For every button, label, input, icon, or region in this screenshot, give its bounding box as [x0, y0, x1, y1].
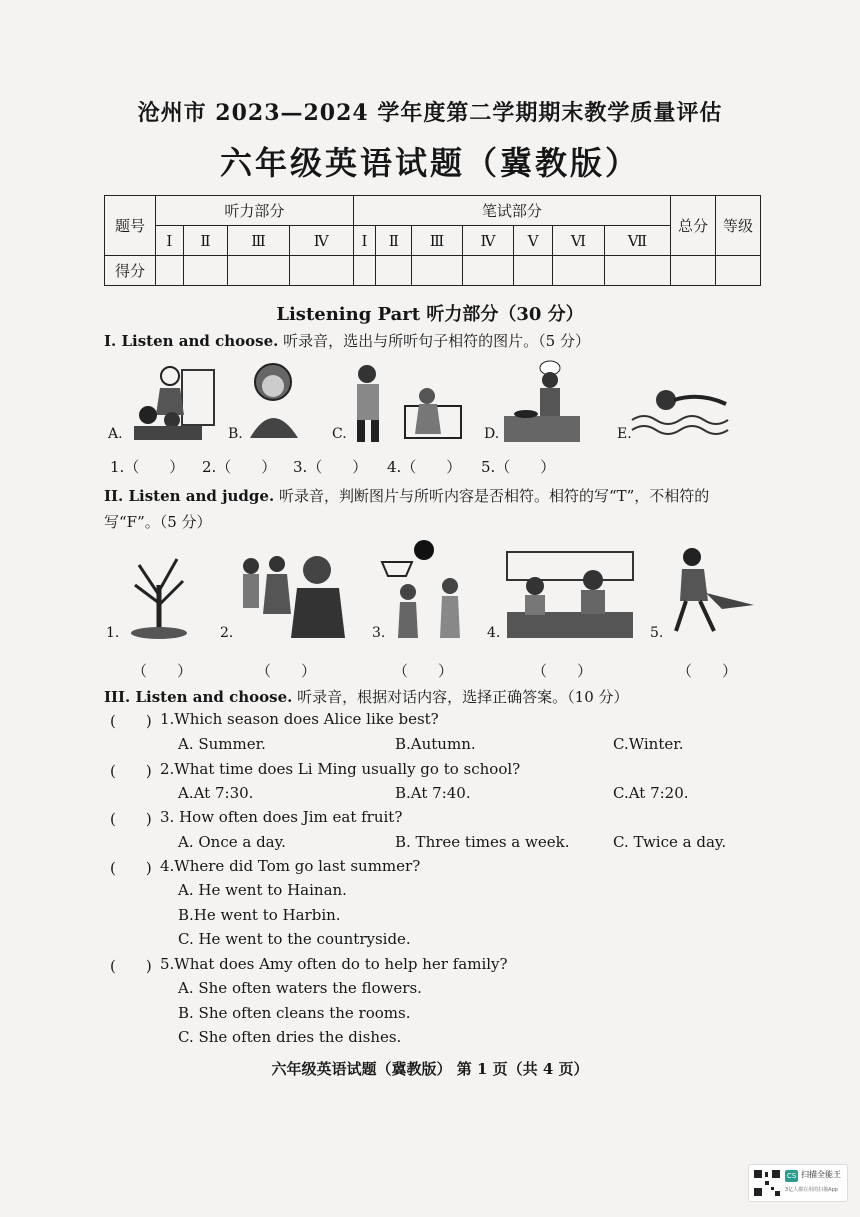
picture-b-girl — [240, 358, 310, 442]
s2-answer-2[interactable]: （ ） — [256, 662, 317, 680]
watermark-app-sub: 3亿人都在用的扫描App — [785, 1187, 838, 1193]
pic-label-2: 2. — [220, 625, 234, 641]
q2-question: 2.What time does Li Ming usually go to school? — [160, 760, 521, 778]
picture-2-family-christmas — [235, 548, 350, 640]
s1-answer-2[interactable]: 2.（ ） — [202, 458, 277, 476]
section3-heading-en: III. Listen and choose. — [104, 688, 293, 706]
picture-c-doctor-patient — [345, 360, 465, 444]
section1-heading-cn: 听录音，选出与所听句子相符的图片。（5 分） — [278, 332, 590, 350]
pic-label-3: 3. — [372, 625, 386, 641]
s1-answer-3[interactable]: 3.（ ） — [293, 458, 368, 476]
listening-part-title: Listening Part 听力部分（30 分） — [276, 304, 584, 325]
q1-bracket[interactable]: ( ) — [110, 712, 152, 730]
score-cell[interactable] — [716, 256, 761, 286]
score-cell[interactable] — [228, 256, 290, 286]
q5-option-a: A. She often waters the flowers. — [178, 979, 422, 997]
q4-option-b: B.He went to Harbin. — [178, 906, 341, 924]
col-listening-2: Ⅱ — [183, 226, 228, 256]
picture-1-autumn-tree — [125, 545, 195, 640]
picture-5-boy-running — [662, 545, 757, 640]
s2-answer-5[interactable]: （ ） — [677, 662, 738, 680]
section2-heading-en: II. Listen and judge. — [104, 487, 275, 505]
pic-label-e: E. — [617, 426, 632, 442]
grade-header: 等级 — [716, 196, 761, 256]
q3-bracket[interactable]: ( ) — [110, 810, 152, 828]
q3-question: 3. How often does Jim eat fruit? — [160, 808, 403, 826]
q5-option-c: C. She often dries the dishes. — [178, 1028, 402, 1046]
picture-d-cook — [500, 358, 584, 444]
col-written-2: Ⅱ — [376, 226, 412, 256]
total-score-header: 总分 — [671, 196, 716, 256]
q1-option-a: A. Summer. — [178, 735, 266, 753]
q4-option-c: C. He went to the countryside. — [178, 930, 411, 948]
pic-label-d: D. — [484, 426, 500, 442]
qr-code-icon — [753, 1169, 781, 1197]
col-written-7: Ⅶ — [604, 226, 670, 256]
col-written-5: Ⅴ — [514, 226, 552, 256]
q3-option-b: B. Three times a week. — [395, 833, 570, 851]
page-footer: 六年级英语试题（冀教版） 第 1 页（共 4 页） — [271, 1060, 589, 1078]
score-table — [104, 195, 761, 286]
row-header-score: 得分 — [105, 256, 156, 286]
listening-part-header: 听力部分 — [156, 196, 354, 226]
picture-3-basketball — [378, 540, 473, 640]
score-cell[interactable] — [156, 256, 184, 286]
score-cell[interactable] — [353, 256, 375, 286]
pic-label-c: C. — [332, 426, 347, 442]
q2-option-b: B.At 7:40. — [395, 784, 471, 802]
watermark-app-name: 扫描全能王 — [801, 1170, 841, 1179]
q4-question: 4.Where did Tom go last summer? — [160, 857, 421, 875]
score-cell[interactable] — [552, 256, 604, 286]
pic-label-5: 5. — [650, 625, 664, 641]
picture-a-classroom — [120, 360, 220, 446]
col-written-1: Ⅰ — [353, 226, 375, 256]
col-listening-1: Ⅰ — [156, 226, 184, 256]
q2-bracket[interactable]: ( ) — [110, 762, 152, 780]
score-cell[interactable] — [604, 256, 670, 286]
col-written-4: Ⅳ — [462, 226, 514, 256]
row-header-question-no: 题号 — [105, 196, 156, 256]
q4-option-a: A. He went to Hainan. — [178, 881, 347, 899]
q1-option-c: C.Winter. — [613, 735, 684, 753]
q2-option-a: A.At 7:30. — [178, 784, 254, 802]
section1-heading — [104, 328, 764, 354]
q3-option-c: C. Twice a day. — [613, 833, 727, 851]
section1-heading-en: I. Listen and choose. — [104, 332, 279, 350]
s2-answer-1[interactable]: （ ） — [132, 662, 193, 680]
score-cell[interactable] — [412, 256, 462, 286]
pic-label-a: A. — [108, 426, 123, 442]
picture-4-kitchen-family — [505, 550, 635, 642]
s2-answer-3[interactable]: （ ） — [393, 662, 454, 680]
score-cell[interactable] — [289, 256, 353, 286]
score-cell[interactable] — [183, 256, 228, 286]
score-cell[interactable] — [376, 256, 412, 286]
section3-heading-cn: 听录音，根据对话内容，选择正确答案。（10 分） — [292, 688, 629, 706]
cs-badge-icon: CS — [786, 1172, 797, 1180]
col-written-6: Ⅵ — [552, 226, 604, 256]
s1-answer-5[interactable]: 5.（ ） — [481, 458, 556, 476]
picture-e-swimmer — [630, 376, 740, 438]
written-part-header: 笔试部分 — [353, 196, 670, 226]
score-cell[interactable] — [671, 256, 716, 286]
pic-label-b: B. — [228, 426, 243, 442]
s1-answer-4[interactable]: 4.（ ） — [387, 458, 462, 476]
q2-option-c: C.At 7:20. — [613, 784, 689, 802]
col-written-3: Ⅲ — [412, 226, 462, 256]
exam-title-line1: 沧州市 2023—2024 学年度第二学期期末教学质量评估 — [137, 100, 723, 126]
score-cell[interactable] — [462, 256, 514, 286]
q1-option-b: B.Autumn. — [395, 735, 476, 753]
q5-bracket[interactable]: ( ) — [110, 957, 152, 975]
scanner-watermark — [748, 1164, 848, 1202]
section3-heading — [104, 684, 764, 710]
pic-label-4: 4. — [487, 625, 501, 641]
pic-label-1: 1. — [106, 625, 120, 641]
q5-option-b: B. She often cleans the rooms. — [178, 1004, 411, 1022]
col-listening-3: Ⅲ — [228, 226, 290, 256]
exam-title-line2: 六年级英语试题（冀教版） — [219, 144, 640, 182]
section2-heading-cn: 听录音，判断图片与所听内容是否相符。相符的写“T”，不相符的写“F”。（5 分） — [104, 487, 710, 531]
q3-option-a: A. Once a day. — [178, 833, 286, 851]
col-listening-4: Ⅳ — [289, 226, 353, 256]
q4-bracket[interactable]: ( ) — [110, 859, 152, 877]
s2-answer-4[interactable]: （ ） — [532, 662, 593, 680]
section2-heading — [104, 483, 764, 535]
s1-answer-1[interactable]: 1.（ ） — [110, 458, 185, 476]
q1-question: 1.Which season does Alice like best? — [160, 710, 439, 728]
score-cell[interactable] — [514, 256, 552, 286]
q5-question: 5.What does Amy often do to help her family? — [160, 955, 508, 973]
